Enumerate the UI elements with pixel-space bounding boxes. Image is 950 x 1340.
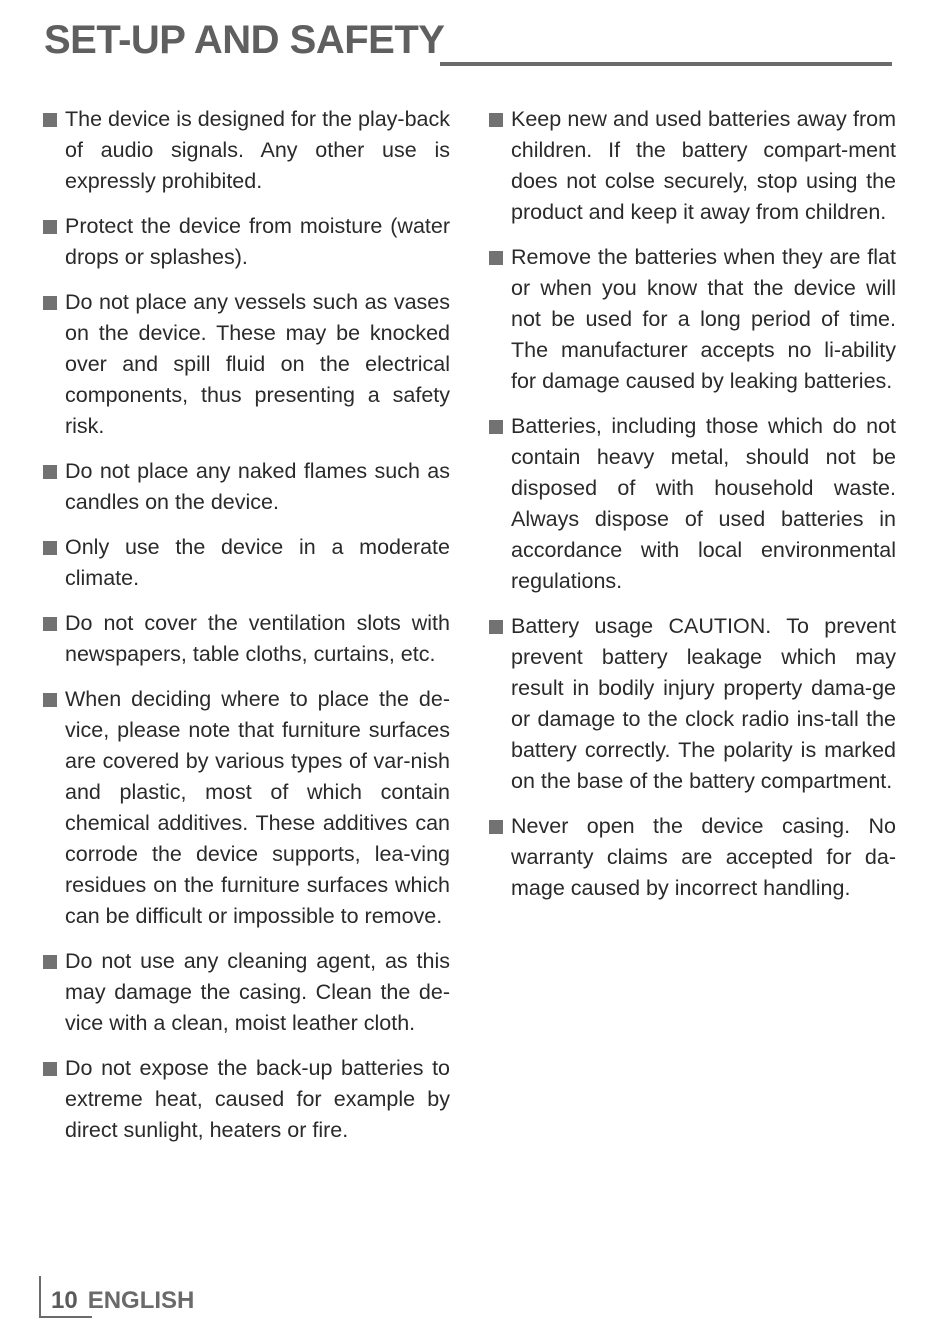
item-text: Do not use any cleaning agent, as this may damage the casing. Clean the de-vice with a clean, moist leather cloth. [65,949,450,1035]
square-bullet-icon [489,251,503,265]
list-item [486,242,896,397]
item-text: When deciding where to place the de-vice, please note that furniture surfaces are covered by various types of var-nish and plastic, most of which contain chemical additives. These additives can corrode the device supports, lea-ving residues on the furniture surfaces which can be difficult or impossible to remove. [65,687,450,928]
list-item [40,684,450,932]
square-bullet-icon [43,113,57,127]
item-text: Battery usage CAUTION. To prevent prevent battery leakage which may result in bodily injury property dama-ge or damage to the clock radio ins-tall the battery correctly. The polarity is marked on the base of the battery compartment. [511,614,896,793]
square-bullet-icon [43,465,57,479]
footer-corner-vertical [39,1276,41,1318]
title-rule [440,62,892,66]
item-text: Protect the device from moisture (water drops or splashes). [65,214,450,269]
square-bullet-icon [43,541,57,555]
item-text: Keep new and used batteries away from children. If the battery compart-ment does not colse securely, stop using the product and keep it away from children. [511,107,896,224]
square-bullet-icon [43,955,57,969]
list-item [40,608,450,670]
item-text: Do not expose the back-up batteries to extreme heat, caused for example by direct sunlight, heaters or fire. [65,1056,450,1142]
square-bullet-icon [43,296,57,310]
square-bullet-icon [43,693,57,707]
page-number: 10 [51,1287,78,1314]
page-title: SET-UP AND SAFETY [44,18,445,62]
item-text: The device is designed for the play-back of audio signals. Any other use is expressly prohibited. [65,107,450,193]
page-header [44,14,892,70]
item-text: Remove the batteries when they are flat or when you know that the device will not be used for a long period of time. The manufacturer accepts no li-ability for damage caused by leaking batteries. [511,245,896,393]
list-item [486,411,896,597]
list-item [40,211,450,273]
list-item [40,532,450,594]
left-column [40,104,450,1160]
square-bullet-icon [43,617,57,631]
list-item [40,1053,450,1146]
square-bullet-icon [489,420,503,434]
square-bullet-icon [43,1062,57,1076]
list-item [40,287,450,442]
footer-corner-horizontal [39,1316,92,1318]
list-item [40,456,450,518]
list-item [486,611,896,797]
item-text: Only use the device in a moderate climate. [65,535,450,590]
list-item [486,104,896,228]
square-bullet-icon [489,820,503,834]
square-bullet-icon [43,220,57,234]
item-text: Do not cover the ventilation slots with newspapers, table cloths, curtains, etc. [65,611,450,666]
item-text: Never open the device casing. No warranty claims are accepted for da-mage caused by incorrect handling. [511,814,896,900]
item-text: Do not place any naked flames such as candles on the device. [65,459,450,514]
right-column [486,104,896,918]
list-item [40,946,450,1039]
list-item [486,811,896,904]
item-text: Do not place any vessels such as vases on the device. These may be knocked over and spill fluid on the electrical components, thus presenting a safety risk. [65,290,450,438]
list-item [40,104,450,197]
square-bullet-icon [489,620,503,634]
item-text: Batteries, including those which do not contain heavy metal, should not be disposed of with household waste. Always dispose of used batteries in accordance with local environmental regulations. [511,414,896,593]
square-bullet-icon [489,113,503,127]
footer-language: ENGLISH [87,1287,195,1314]
